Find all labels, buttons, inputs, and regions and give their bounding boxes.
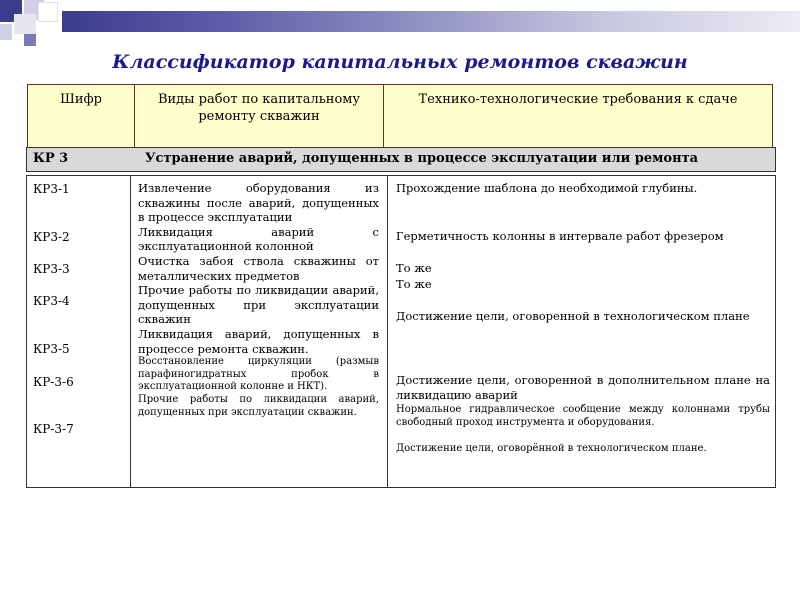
deco-square <box>24 34 36 46</box>
code-cell: КР-3-7 <box>33 422 74 436</box>
header-col-works-label: Виды работ по капитальному ремонту скважин <box>157 92 361 124</box>
work-item: Прочие работы по ликвидации аварий, допущенных при эксплуатации скважин <box>138 283 379 327</box>
work-item: Очистка забоя ствола скважины от металлических предметов <box>138 253 379 283</box>
work-item: Извлечение оборудования из скважины после аварий, допущенных в процессе эксплуатации <box>138 181 379 225</box>
req-item: Нормальное гидравлическое сообщение между колоннами трубы свободный проход инструмента и оборудования. <box>396 404 770 428</box>
work-item: Ликвидация аварий, допущенных в процессе ремонта скважин. <box>138 326 379 356</box>
work-item: Восстановление циркуляции (размыв парафиногидратных пробок в эксплуатационной колонне и НКТ). <box>138 356 379 393</box>
code-cell: КР-3-6 <box>33 375 74 389</box>
deco-square <box>14 14 36 34</box>
work-item: Прочие работы по ликвидации аварий, допущенных при эксплуатации скважин. <box>138 393 379 418</box>
body-divider <box>387 176 388 487</box>
code-cell: КР3-3 <box>33 262 70 276</box>
section-row <box>26 147 776 172</box>
req-item: Прохождение шаблона до необходимой глубины. <box>396 181 698 195</box>
deco-square <box>38 2 58 22</box>
works-column <box>138 181 379 419</box>
req-item: Достижение цели, оговоренной в технологическом плане <box>396 309 750 323</box>
section-text: Устранение аварий, допущенных в процессе эксплуатации или ремонта <box>145 151 699 166</box>
req-item: Достижение цели, оговоренной в дополнительном плане на ликвидацию аварий <box>396 373 770 402</box>
header-col-reqs-label: Технико-технологические требования к сдаче <box>418 92 738 107</box>
work-item: Ликвидация аварий с эксплуатационной колонной <box>138 224 379 254</box>
code-cell: КР3-5 <box>33 342 70 356</box>
code-cell: КР3-4 <box>33 294 70 308</box>
req-item: Достижение цели, оговорённой в технологическом плане. <box>396 443 707 454</box>
req-item: Герметичность колонны в интервале работ фрезером <box>396 229 724 243</box>
code-cell: КР3-2 <box>33 230 70 244</box>
deco-square <box>0 24 12 40</box>
header-col-reqs <box>384 85 772 147</box>
table-body <box>26 175 776 488</box>
body-divider <box>130 176 131 487</box>
header-gradient-bar <box>62 11 800 32</box>
table-header <box>27 84 773 148</box>
header-col-code <box>28 85 134 147</box>
req-item: То же <box>396 261 432 275</box>
page-title: Классификатор капитальных ремонтов скважин <box>112 51 688 73</box>
header-col-works <box>135 85 383 147</box>
code-cell: КР3-1 <box>33 182 70 196</box>
header-col-code-label: Шифр <box>60 92 102 107</box>
section-code: КР 3 <box>33 151 69 166</box>
req-item: То же <box>396 277 432 291</box>
